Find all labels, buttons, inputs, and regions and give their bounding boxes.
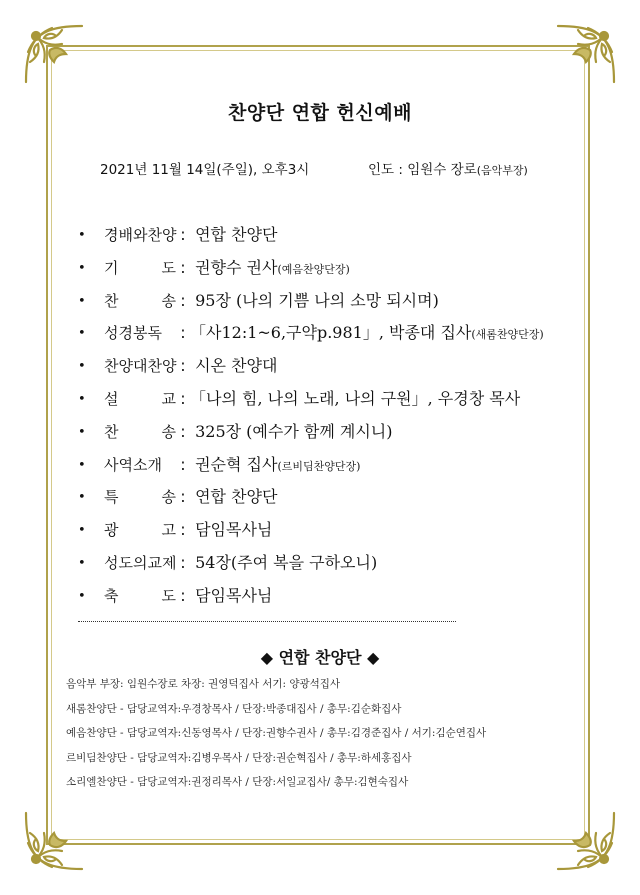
corner-ornament-icon <box>554 22 618 86</box>
bullet-icon: • <box>78 457 86 473</box>
program-label: 축 도 <box>104 586 176 605</box>
bullet-icon: • <box>78 555 86 571</box>
program-item <box>78 519 544 552</box>
program-value: 담임목사님 <box>195 520 273 540</box>
roster-line: 예음찬양단 - 담당교역자:신동영목사 / 단장:권향수권사 / 총무:김경준집사 / 서기:김순연집사 <box>66 727 487 740</box>
program-item <box>78 486 544 519</box>
program-item <box>78 322 544 355</box>
program-value: 연합 찬양단 <box>195 487 278 507</box>
program-label: 찬 송 <box>104 422 176 441</box>
program-item <box>78 552 544 585</box>
choir-title: ◆ 연합 찬양단 ◆ <box>260 648 380 667</box>
program-item <box>78 388 544 421</box>
colon: : <box>180 585 186 605</box>
bullet-icon: • <box>78 359 86 375</box>
program-value: 54장(주여 복을 구하오니) <box>195 552 378 572</box>
program-item <box>78 224 544 257</box>
program-note: (새롬찬양단장) <box>471 328 544 342</box>
service-date: 2021년 11월 14일(주일), 오후3시 <box>100 162 310 178</box>
program-label: 설 교 <box>104 389 176 408</box>
colon: : <box>180 257 186 277</box>
bullet-icon: • <box>78 523 86 539</box>
program-label: 특 송 <box>104 488 176 507</box>
colon: : <box>180 388 186 408</box>
program-label: 경배와찬양 <box>104 226 177 244</box>
roster-line: 새롬찬양단 - 담당교역자:우경창목사 / 단장:박종대집사 / 총무:김순화집사 <box>66 702 402 715</box>
program-item <box>78 257 544 290</box>
program-label: 성경봉독 <box>104 324 162 343</box>
roster-line: 음악부 부장: 임원수장로 차장: 권영덕집사 서기: 양광석집사 <box>66 678 341 690</box>
program-item <box>78 290 544 323</box>
program-list <box>78 224 544 618</box>
program-item <box>78 454 544 487</box>
colon: : <box>180 421 186 441</box>
program-item <box>78 421 544 454</box>
program-value: 325장 (예수가 함께 계시니) <box>195 421 393 441</box>
colon: : <box>180 487 186 507</box>
colon: : <box>180 454 186 474</box>
bullet-icon: • <box>78 424 86 440</box>
program-value: 95장 (나의 기쁨 나의 소망 되시며) <box>195 290 439 310</box>
program-note: (르비딤찬양단장) <box>277 459 361 473</box>
program-item <box>78 585 544 618</box>
program-value: 담임목사님 <box>195 585 273 605</box>
leader-name: 인도 : 임원수 장로 <box>368 162 477 178</box>
program-value: 권향수 권사 <box>195 257 278 277</box>
bullet-icon: • <box>78 228 86 243</box>
bullet-icon: • <box>78 293 86 309</box>
colon: : <box>180 225 186 244</box>
corner-ornament-icon <box>22 22 86 86</box>
roster-line: 소리엘찬양단 - 담당교역자:권정리목사 / 단장:서일교집사/ 총무:김현숙집사 <box>66 776 409 789</box>
program-label: 찬양대찬양 <box>104 357 177 376</box>
leader-note: (음악부장) <box>476 164 528 177</box>
program-label: 찬 송 <box>104 291 176 310</box>
program-label: 광 고 <box>104 521 176 540</box>
program-value: 권순혁 집사 <box>195 454 278 474</box>
program-label: 기 도 <box>104 258 176 277</box>
program-label: 사역소개 <box>104 455 162 474</box>
colon: : <box>180 356 186 376</box>
bullet-icon: • <box>78 326 86 342</box>
program-item <box>78 355 544 388</box>
choir-roster <box>66 678 486 801</box>
service-leader <box>368 158 528 178</box>
colon: : <box>180 552 186 572</box>
bullet-icon: • <box>78 260 86 276</box>
colon: : <box>180 520 186 540</box>
program-value: 「사12:1~6,구약p.981」, 박종대 집사 <box>190 323 472 343</box>
program-note: (예음찬양단장) <box>277 262 350 276</box>
colon: : <box>180 323 186 343</box>
bullet-icon: • <box>78 391 86 407</box>
corner-ornament-icon <box>22 809 86 873</box>
program-value: 연합 찬양단 <box>195 225 278 244</box>
bullet-icon: • <box>78 588 86 604</box>
program-value: 시온 찬양대 <box>195 356 278 376</box>
page-title: 찬양단 연합 헌신예배 <box>228 102 412 124</box>
roster-line: 르비딤찬양단 - 담당교역자:김병우목사 / 단장:권순혁집사 / 총무:하세홍집사 <box>66 751 412 764</box>
corner-ornament-icon <box>554 809 618 873</box>
program-value: 「나의 힘, 나의 노래, 나의 구원」, 우경창 목사 <box>190 388 521 408</box>
program-label: 성도의교제 <box>104 553 177 572</box>
colon: : <box>180 290 186 310</box>
bullet-icon: • <box>78 490 86 506</box>
dotted-divider <box>78 621 456 622</box>
